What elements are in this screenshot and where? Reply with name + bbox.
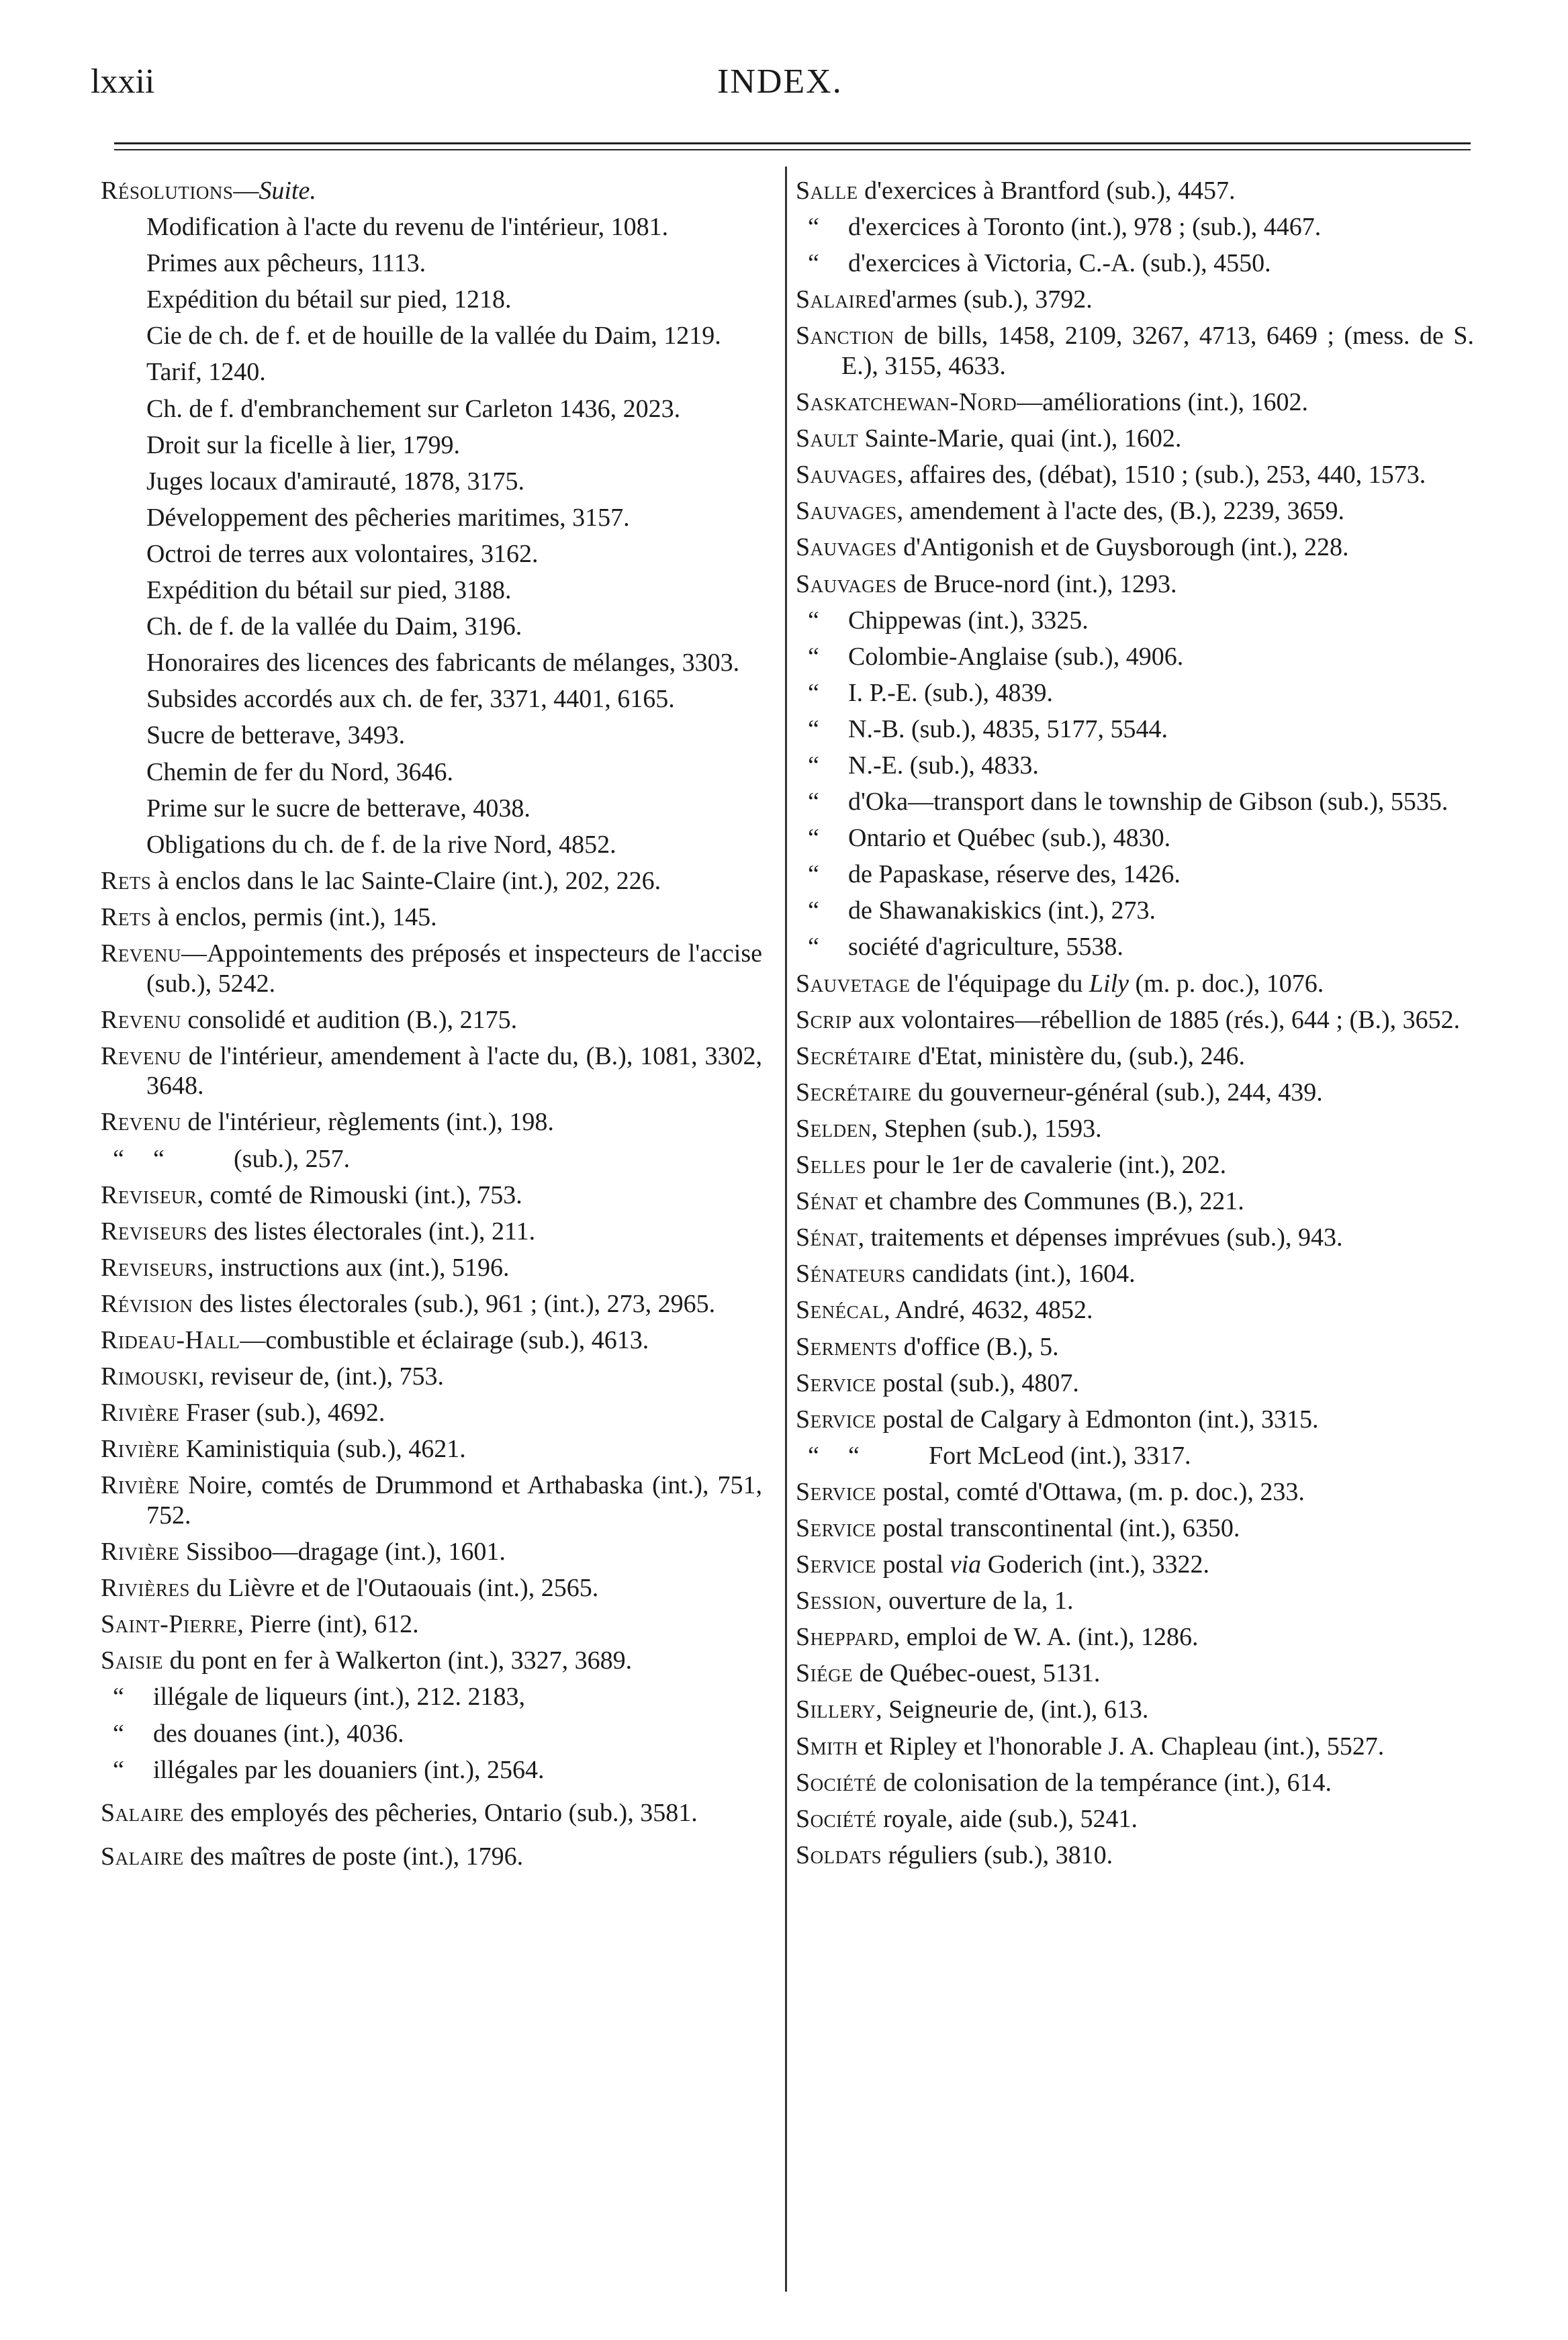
ditto-mark: “ bbox=[808, 751, 819, 780]
entry-text: Sucre de betterave, 3493. bbox=[146, 721, 406, 750]
entry-text: à enclos dans le lac Sainte-Claire (int.), 202, 226. bbox=[151, 866, 661, 895]
entry-text: du gouverneur-général (sub.), 244, 439. bbox=[911, 1078, 1323, 1107]
index-entry bbox=[796, 969, 1474, 999]
entry-italic: via bbox=[950, 1550, 982, 1579]
index-subentry bbox=[101, 503, 762, 533]
entry-text: Kaministiquia (sub.), 4621. bbox=[179, 1435, 466, 1464]
index-entry bbox=[796, 1550, 1474, 1580]
entry-text: d'Antigonish et de Guysborough (int.), 228. bbox=[896, 533, 1349, 562]
ditto-mark: “ bbox=[113, 1683, 124, 1712]
entry-text: d'office (B.), 5. bbox=[897, 1332, 1059, 1361]
ditto-mark: “ bbox=[808, 788, 819, 816]
index-subentry bbox=[101, 539, 762, 569]
entry-text: postal transcontinental (int.), 6350. bbox=[876, 1513, 1240, 1542]
index-subentry bbox=[101, 794, 762, 824]
index-entry bbox=[796, 176, 1474, 206]
entry-keyword: Revenu bbox=[101, 1005, 181, 1034]
index-entry bbox=[796, 532, 1474, 563]
entry-text: Obligations du ch. de f. de la rive Nord, 4852. bbox=[146, 830, 616, 859]
entry-keyword: Secrétaire bbox=[796, 1041, 912, 1070]
entry-keyword: Rets bbox=[101, 866, 152, 895]
index-entry bbox=[796, 496, 1474, 526]
index-entry bbox=[101, 1107, 762, 1137]
index-entry bbox=[101, 866, 762, 896]
entry-keyword: Revenu bbox=[101, 1108, 181, 1137]
entry-text: Sissiboo—dragage (int.), 1601. bbox=[179, 1538, 506, 1566]
index-entry bbox=[101, 1180, 762, 1211]
index-subentry bbox=[101, 357, 762, 387]
entry-keyword: Salaire bbox=[101, 1842, 184, 1871]
entry-keyword: Reviseur bbox=[101, 1180, 197, 1209]
index-entry bbox=[796, 321, 1474, 381]
index-entry bbox=[796, 1005, 1474, 1035]
index-subentry bbox=[101, 248, 762, 279]
entry-text: — bbox=[233, 177, 259, 205]
index-entry bbox=[796, 1150, 1474, 1180]
ditto-mark: “ bbox=[808, 642, 819, 671]
entry-keyword: Sillery bbox=[796, 1695, 876, 1724]
entry-text: d'Etat, ministère du, (sub.), 246. bbox=[911, 1041, 1246, 1070]
entry-text: de colonisation de la tempérance (int.), 614. bbox=[876, 1768, 1332, 1797]
index-entry bbox=[796, 1586, 1474, 1616]
index-entry bbox=[796, 569, 1474, 600]
index-entry bbox=[796, 387, 1474, 418]
index-subentry bbox=[101, 394, 762, 424]
entry-text: et Ripley et l'honorable J. A. Chapleau (int.), 5527. bbox=[858, 1732, 1385, 1761]
entry-keyword: Rivière bbox=[101, 1435, 180, 1464]
entry-keyword: Sauvages bbox=[796, 569, 897, 598]
entry-text: I. P.-E. (sub.), 4839. bbox=[848, 678, 1054, 707]
entry-text: (m. p. doc.), 1076. bbox=[1129, 969, 1324, 998]
index-ditto-entry bbox=[796, 859, 1474, 890]
entry-text: de l'intérieur, amendement à l'acte du, (B.), 1081, 3302, 3648. bbox=[146, 1041, 762, 1101]
index-subentry bbox=[101, 612, 762, 642]
entry-text: Fraser (sub.), 4692. bbox=[179, 1399, 385, 1428]
entry-text: Juges locaux d'amirauté, 1878, 3175. bbox=[146, 467, 525, 496]
index-entry bbox=[796, 1078, 1474, 1108]
entry-text: , ouverture de la, 1. bbox=[876, 1587, 1074, 1616]
index-subentry bbox=[101, 720, 762, 751]
index-entry bbox=[101, 1253, 762, 1283]
entry-text: (sub.), 257. bbox=[234, 1144, 351, 1173]
entry-italic: Suite. bbox=[259, 177, 316, 205]
index-entry bbox=[796, 424, 1474, 454]
index-ditto-entry bbox=[796, 642, 1474, 672]
index-entry bbox=[796, 1513, 1474, 1544]
entry-text: , affaires des, (débat), 1510 ; (sub.), 253, 440, 1573. bbox=[896, 461, 1426, 489]
index-entry bbox=[101, 1325, 762, 1356]
entry-text: de l'intérieur, règlements (int.), 198. bbox=[181, 1108, 554, 1137]
index-entry bbox=[101, 902, 762, 933]
entry-text: de l'équipage du bbox=[910, 969, 1089, 998]
entry-text: Fort McLeod (int.), 3317. bbox=[929, 1441, 1191, 1470]
index-ditto-entry bbox=[796, 823, 1474, 853]
page-number: lxxii bbox=[91, 62, 155, 101]
entry-text: de Shawanakiskics (int.), 273. bbox=[848, 896, 1156, 925]
entry-keyword: Rivière bbox=[101, 1538, 180, 1566]
index-subentry bbox=[101, 757, 762, 788]
entry-text: postal bbox=[876, 1550, 950, 1579]
entry-text: Droit sur la ficelle à lier, 1799. bbox=[146, 430, 460, 459]
entry-text: des maîtres de poste (int.), 1796. bbox=[183, 1842, 524, 1871]
entry-text: du pont en fer à Walkerton (int.), 3327, 3689. bbox=[163, 1646, 633, 1675]
entry-text: consolidé et audition (B.), 2175. bbox=[181, 1005, 518, 1034]
entry-text: —Appointements des préposés et inspecteurs de l'accise (sub.), 5242. bbox=[146, 939, 762, 998]
ditto-mark: “ bbox=[113, 1144, 124, 1173]
index-entry bbox=[796, 1332, 1474, 1362]
index-subentry bbox=[101, 467, 762, 497]
entry-text: Ch. de f. de la vallée du Daim, 3196. bbox=[146, 612, 522, 641]
entry-text: des employés des pêcheries, Ontario (sub.), 3581. bbox=[183, 1799, 698, 1828]
entry-keyword: Session bbox=[796, 1587, 876, 1616]
index-entry bbox=[101, 1646, 762, 1676]
entry-text: Expédition du bétail sur pied, 3188. bbox=[146, 576, 512, 605]
ditto-mark: “ bbox=[808, 213, 819, 242]
index-entry bbox=[101, 1217, 762, 1247]
entry-text: Noire, comtés de Drummond et Arthabaska (int.), 751, 752. bbox=[146, 1471, 762, 1530]
entry-text: de Papaskase, réserve des, 1426. bbox=[848, 860, 1181, 889]
entry-keyword: Rivière bbox=[101, 1399, 180, 1428]
index-ditto-entry bbox=[101, 1755, 762, 1785]
entry-keyword: Rideau-Hall bbox=[101, 1326, 240, 1354]
index-ditto-entry bbox=[796, 932, 1474, 962]
entry-text: Tarif, 1240. bbox=[146, 358, 266, 387]
entry-text: d'exercices à Toronto (int.), 978 ; (sub.), 4467. bbox=[848, 213, 1322, 242]
index-entry bbox=[101, 1041, 762, 1101]
entry-text: Ch. de f. d'embranchement sur Carleton 1436, 2023. bbox=[146, 394, 681, 423]
index-ditto-entry bbox=[101, 1719, 762, 1749]
entry-keyword: Serments bbox=[796, 1332, 898, 1361]
entry-text: pour le 1er de cavalerie (int.), 202. bbox=[866, 1151, 1227, 1180]
entry-text: Expédition du bétail sur pied, 1218. bbox=[146, 285, 512, 314]
ditto-mark: “ bbox=[808, 606, 819, 635]
entry-keyword: Sauvages bbox=[796, 461, 897, 489]
index-entry bbox=[101, 1434, 762, 1464]
ditto-mark: “ bbox=[808, 249, 819, 278]
entry-text: illégale de liqueurs (int.), 212. 2183, bbox=[153, 1683, 526, 1712]
entry-keyword: Rivière bbox=[101, 1471, 180, 1500]
index-ditto-entry bbox=[796, 606, 1474, 636]
entry-text: Sainte-Marie, quai (int.), 1602. bbox=[858, 424, 1182, 453]
entry-text: Chippewas (int.), 3325. bbox=[848, 606, 1089, 635]
entry-keyword: Saisie bbox=[101, 1646, 164, 1675]
entry-text: , André, 4632, 4852. bbox=[884, 1296, 1093, 1325]
entry-keyword: Sheppard bbox=[796, 1623, 894, 1652]
entry-text: d'Oka—transport dans le township de Gibson (sub.), 5535. bbox=[848, 788, 1448, 816]
index-ditto-entry bbox=[796, 248, 1474, 279]
ditto-mark: “ bbox=[153, 1144, 165, 1173]
entry-text: de Québec-ouest, 5131. bbox=[853, 1659, 1101, 1688]
ditto-mark: “ bbox=[808, 933, 819, 962]
entry-text: illégales par les douaniers (int.), 2564. bbox=[153, 1755, 545, 1784]
index-entry bbox=[101, 1398, 762, 1428]
entry-keyword: Salaire bbox=[796, 285, 879, 314]
index-entry bbox=[101, 939, 762, 998]
index-ditto-entry bbox=[796, 212, 1474, 242]
entry-text: , amendement à l'acte des, (B.), 2239, 3659. bbox=[896, 497, 1345, 526]
index-ditto-entry bbox=[796, 787, 1474, 817]
entry-keyword: Sénat bbox=[796, 1223, 858, 1252]
index-entry bbox=[796, 1368, 1474, 1399]
entry-keyword: Résolutions bbox=[101, 177, 234, 205]
entry-text: Colombie-Anglaise (sub.), 4906. bbox=[848, 642, 1184, 671]
entry-keyword: Service bbox=[796, 1550, 876, 1579]
entry-keyword: Service bbox=[796, 1368, 876, 1397]
entry-text: N.-E. (sub.), 4833. bbox=[848, 751, 1039, 780]
index-ditto-entry bbox=[796, 714, 1474, 745]
entry-keyword: Salle bbox=[796, 177, 858, 205]
entry-keyword: Reviseurs bbox=[101, 1217, 207, 1246]
entry-keyword: Saskatchewan-Nord bbox=[796, 388, 1017, 417]
index-ditto-entry bbox=[796, 1441, 1474, 1471]
entry-keyword: Société bbox=[796, 1768, 877, 1797]
index-entry bbox=[101, 1609, 762, 1640]
header-rule-thin bbox=[114, 149, 1471, 150]
entry-text: , reviseur de, (int.), 753. bbox=[197, 1362, 445, 1391]
ditto-mark: “ bbox=[808, 860, 819, 889]
entry-keyword: Sénateurs bbox=[796, 1260, 906, 1289]
entry-keyword: Sauvetage bbox=[796, 969, 911, 998]
index-entry bbox=[101, 1005, 762, 1035]
entry-text: et chambre des Communes (B.), 221. bbox=[858, 1187, 1244, 1216]
ditto-mark: “ bbox=[848, 1441, 860, 1470]
entry-keyword: Service bbox=[796, 1477, 876, 1506]
entry-keyword: Service bbox=[796, 1513, 876, 1542]
index-subentry bbox=[101, 684, 762, 714]
header-rule bbox=[114, 142, 1471, 144]
entry-text: —améliorations (int.), 1602. bbox=[1017, 388, 1309, 417]
entry-text: à enclos, permis (int.), 145. bbox=[151, 902, 437, 931]
entry-text: Octroi de terres aux volontaires, 3162. bbox=[146, 539, 539, 568]
entry-keyword: Sanction bbox=[796, 322, 894, 350]
entry-text: de bills, 1458, 2109, 3267, 4713, 6469 ; (mess. de S. E.), 3155, 4633. bbox=[841, 322, 1474, 380]
entry-text: Goderich (int.), 3322. bbox=[981, 1550, 1209, 1579]
index-entry bbox=[101, 1537, 762, 1567]
entry-keyword: Selden bbox=[796, 1114, 872, 1143]
index-subentry bbox=[101, 648, 762, 678]
page-header bbox=[0, 62, 1568, 122]
entry-keyword: Service bbox=[796, 1405, 876, 1434]
index-entry bbox=[796, 1695, 1474, 1725]
entry-keyword: Soldats bbox=[796, 1840, 882, 1869]
entry-text: des douanes (int.), 4036. bbox=[153, 1719, 404, 1748]
entry-text: Ontario et Québec (sub.), 4830. bbox=[848, 824, 1171, 853]
index-entry bbox=[101, 1470, 762, 1530]
entry-keyword: Société bbox=[796, 1804, 877, 1833]
index-ditto-entry bbox=[796, 896, 1474, 926]
index-entry bbox=[796, 1658, 1474, 1689]
index-entry bbox=[796, 1768, 1474, 1798]
index-ditto-entry bbox=[796, 751, 1474, 781]
entry-keyword: Sault bbox=[796, 424, 859, 453]
ditto-mark: “ bbox=[808, 714, 819, 743]
index-ditto-entry bbox=[101, 1682, 762, 1712]
ditto-mark: “ bbox=[113, 1755, 124, 1784]
entry-text: d'exercices à Victoria, C.-A. (sub.), 4550. bbox=[848, 249, 1271, 278]
index-entry bbox=[796, 1477, 1474, 1507]
index-subentry bbox=[101, 285, 762, 315]
entry-text: des listes électorales (sub.), 961 ; (int.), 273, 2965. bbox=[193, 1289, 716, 1318]
entry-text: candidats (int.), 1604. bbox=[905, 1260, 1136, 1289]
index-entry bbox=[796, 1732, 1474, 1762]
index-entry bbox=[796, 1804, 1474, 1834]
index-entry bbox=[101, 1798, 762, 1828]
page-title: INDEX. bbox=[717, 62, 843, 101]
entry-italic: Lily bbox=[1089, 969, 1129, 998]
entry-text: Honoraires des licences des fabricants de mélanges, 3303. bbox=[146, 649, 740, 677]
index-entry bbox=[796, 1186, 1474, 1217]
ditto-mark: “ bbox=[808, 678, 819, 707]
entry-text: du Lièvre et de l'Outaouais (int.), 2565. bbox=[189, 1574, 599, 1603]
entry-keyword: Revenu bbox=[101, 939, 181, 968]
ditto-mark: “ bbox=[808, 824, 819, 853]
index-ditto-entry bbox=[101, 1144, 762, 1174]
index-entry bbox=[796, 1295, 1474, 1325]
entry-text: royale, aide (sub.), 5241. bbox=[876, 1804, 1138, 1833]
entry-text: , instructions aux (int.), 5196. bbox=[207, 1253, 510, 1282]
entry-text: , comté de Rimouski (int.), 753. bbox=[197, 1180, 522, 1209]
index-entry bbox=[101, 1289, 762, 1319]
entry-keyword: Revenu bbox=[101, 1041, 181, 1070]
entry-keyword: Salaire bbox=[101, 1799, 184, 1828]
entry-text: , Seigneurie de, (int.), 613. bbox=[876, 1695, 1149, 1724]
index-entry bbox=[796, 1622, 1474, 1652]
entry-text: aux volontaires—rébellion de 1885 (rés.), 644 ; (B.), 3652. bbox=[851, 1005, 1461, 1034]
entry-text: , Pierre (int), 612. bbox=[237, 1610, 419, 1639]
entry-text: postal de Calgary à Edmonton (int.), 3315. bbox=[876, 1405, 1319, 1434]
entry-text: postal (sub.), 4807. bbox=[876, 1368, 1079, 1397]
index-entry bbox=[796, 1223, 1474, 1253]
entry-text: , traitements et dépenses imprévues (sub.), 943. bbox=[858, 1223, 1343, 1252]
entry-keyword: Rets bbox=[101, 902, 152, 931]
entry-text: , emploi de W. A. (int.), 1286. bbox=[893, 1623, 1199, 1652]
entry-text: de Bruce-nord (int.), 1293. bbox=[896, 569, 1177, 598]
entry-text: Cie de ch. de f. et de houille de la vallée du Daim, 1219. bbox=[146, 322, 721, 350]
index-subentry bbox=[101, 830, 762, 860]
entry-text: des listes électorales (int.), 211. bbox=[207, 1217, 536, 1246]
entry-keyword: Smith bbox=[796, 1732, 858, 1761]
index-entry bbox=[796, 1840, 1474, 1871]
entry-text: Prime sur le sucre de betterave, 4038. bbox=[146, 794, 531, 823]
entry-keyword: Senécal bbox=[796, 1296, 884, 1325]
index-entry bbox=[101, 1573, 762, 1603]
index-entry bbox=[796, 1114, 1474, 1144]
index-entry bbox=[796, 460, 1474, 490]
entry-text: Chemin de fer du Nord, 3646. bbox=[146, 757, 453, 786]
column-divider bbox=[785, 167, 787, 2292]
entry-text: postal, comté d'Ottawa, (m. p. doc.), 233. bbox=[876, 1477, 1305, 1506]
entry-text: société d'agriculture, 5538. bbox=[848, 933, 1123, 962]
entry-text: N.-B. (sub.), 4835, 5177, 5544. bbox=[848, 714, 1168, 743]
entry-keyword: Scrip bbox=[796, 1005, 852, 1034]
entry-text: —combustible et éclairage (sub.), 4613. bbox=[240, 1326, 649, 1354]
entry-text: d'exercices à Brantford (sub.), 4457. bbox=[858, 177, 1236, 205]
entry-keyword: Sauvages bbox=[796, 497, 897, 526]
entry-keyword: Siége bbox=[796, 1659, 854, 1688]
right-column bbox=[796, 176, 1474, 1877]
entry-keyword: Saint-Pierre bbox=[101, 1610, 238, 1639]
index-entry bbox=[101, 1362, 762, 1392]
index-entry bbox=[796, 1259, 1474, 1289]
entry-text: Développement des pêcheries maritimes, 3157. bbox=[146, 503, 630, 532]
entry-keyword: Révision bbox=[101, 1289, 193, 1318]
index-entry bbox=[101, 1842, 762, 1872]
index-subentry bbox=[101, 575, 762, 606]
index-entry bbox=[796, 285, 1474, 315]
entry-keyword: Secrétaire bbox=[796, 1078, 912, 1107]
entry-keyword: Reviseurs bbox=[101, 1253, 207, 1282]
ditto-mark: “ bbox=[808, 1441, 819, 1470]
entry-keyword: Selles bbox=[796, 1151, 867, 1180]
entry-text: réguliers (sub.), 3810. bbox=[882, 1840, 1113, 1869]
index-entry bbox=[796, 1405, 1474, 1435]
entry-text: Subsides accordés aux ch. de fer, 3371, 4401, 6165. bbox=[146, 685, 675, 714]
entry-keyword: Rivières bbox=[101, 1574, 190, 1603]
left-column bbox=[101, 176, 762, 1878]
index-subentry bbox=[101, 212, 762, 242]
entry-text: Primes aux pêcheurs, 1113. bbox=[146, 249, 426, 278]
index-subentry bbox=[101, 321, 762, 351]
entry-text: Modification à l'acte du revenu de l'intérieur, 1081. bbox=[146, 213, 669, 242]
ditto-mark: “ bbox=[113, 1719, 124, 1748]
entry-text: , Stephen (sub.), 1593. bbox=[871, 1114, 1102, 1143]
index-heading bbox=[101, 176, 762, 206]
index-entry bbox=[796, 1041, 1474, 1072]
index-ditto-entry bbox=[796, 678, 1474, 708]
entry-keyword: Rimouski bbox=[101, 1362, 198, 1391]
entry-text: d'armes (sub.), 3792. bbox=[878, 285, 1093, 314]
ditto-mark: “ bbox=[808, 896, 819, 925]
entry-keyword: Sauvages bbox=[796, 533, 897, 562]
index-subentry bbox=[101, 430, 762, 461]
entry-keyword: Sénat bbox=[796, 1187, 858, 1216]
